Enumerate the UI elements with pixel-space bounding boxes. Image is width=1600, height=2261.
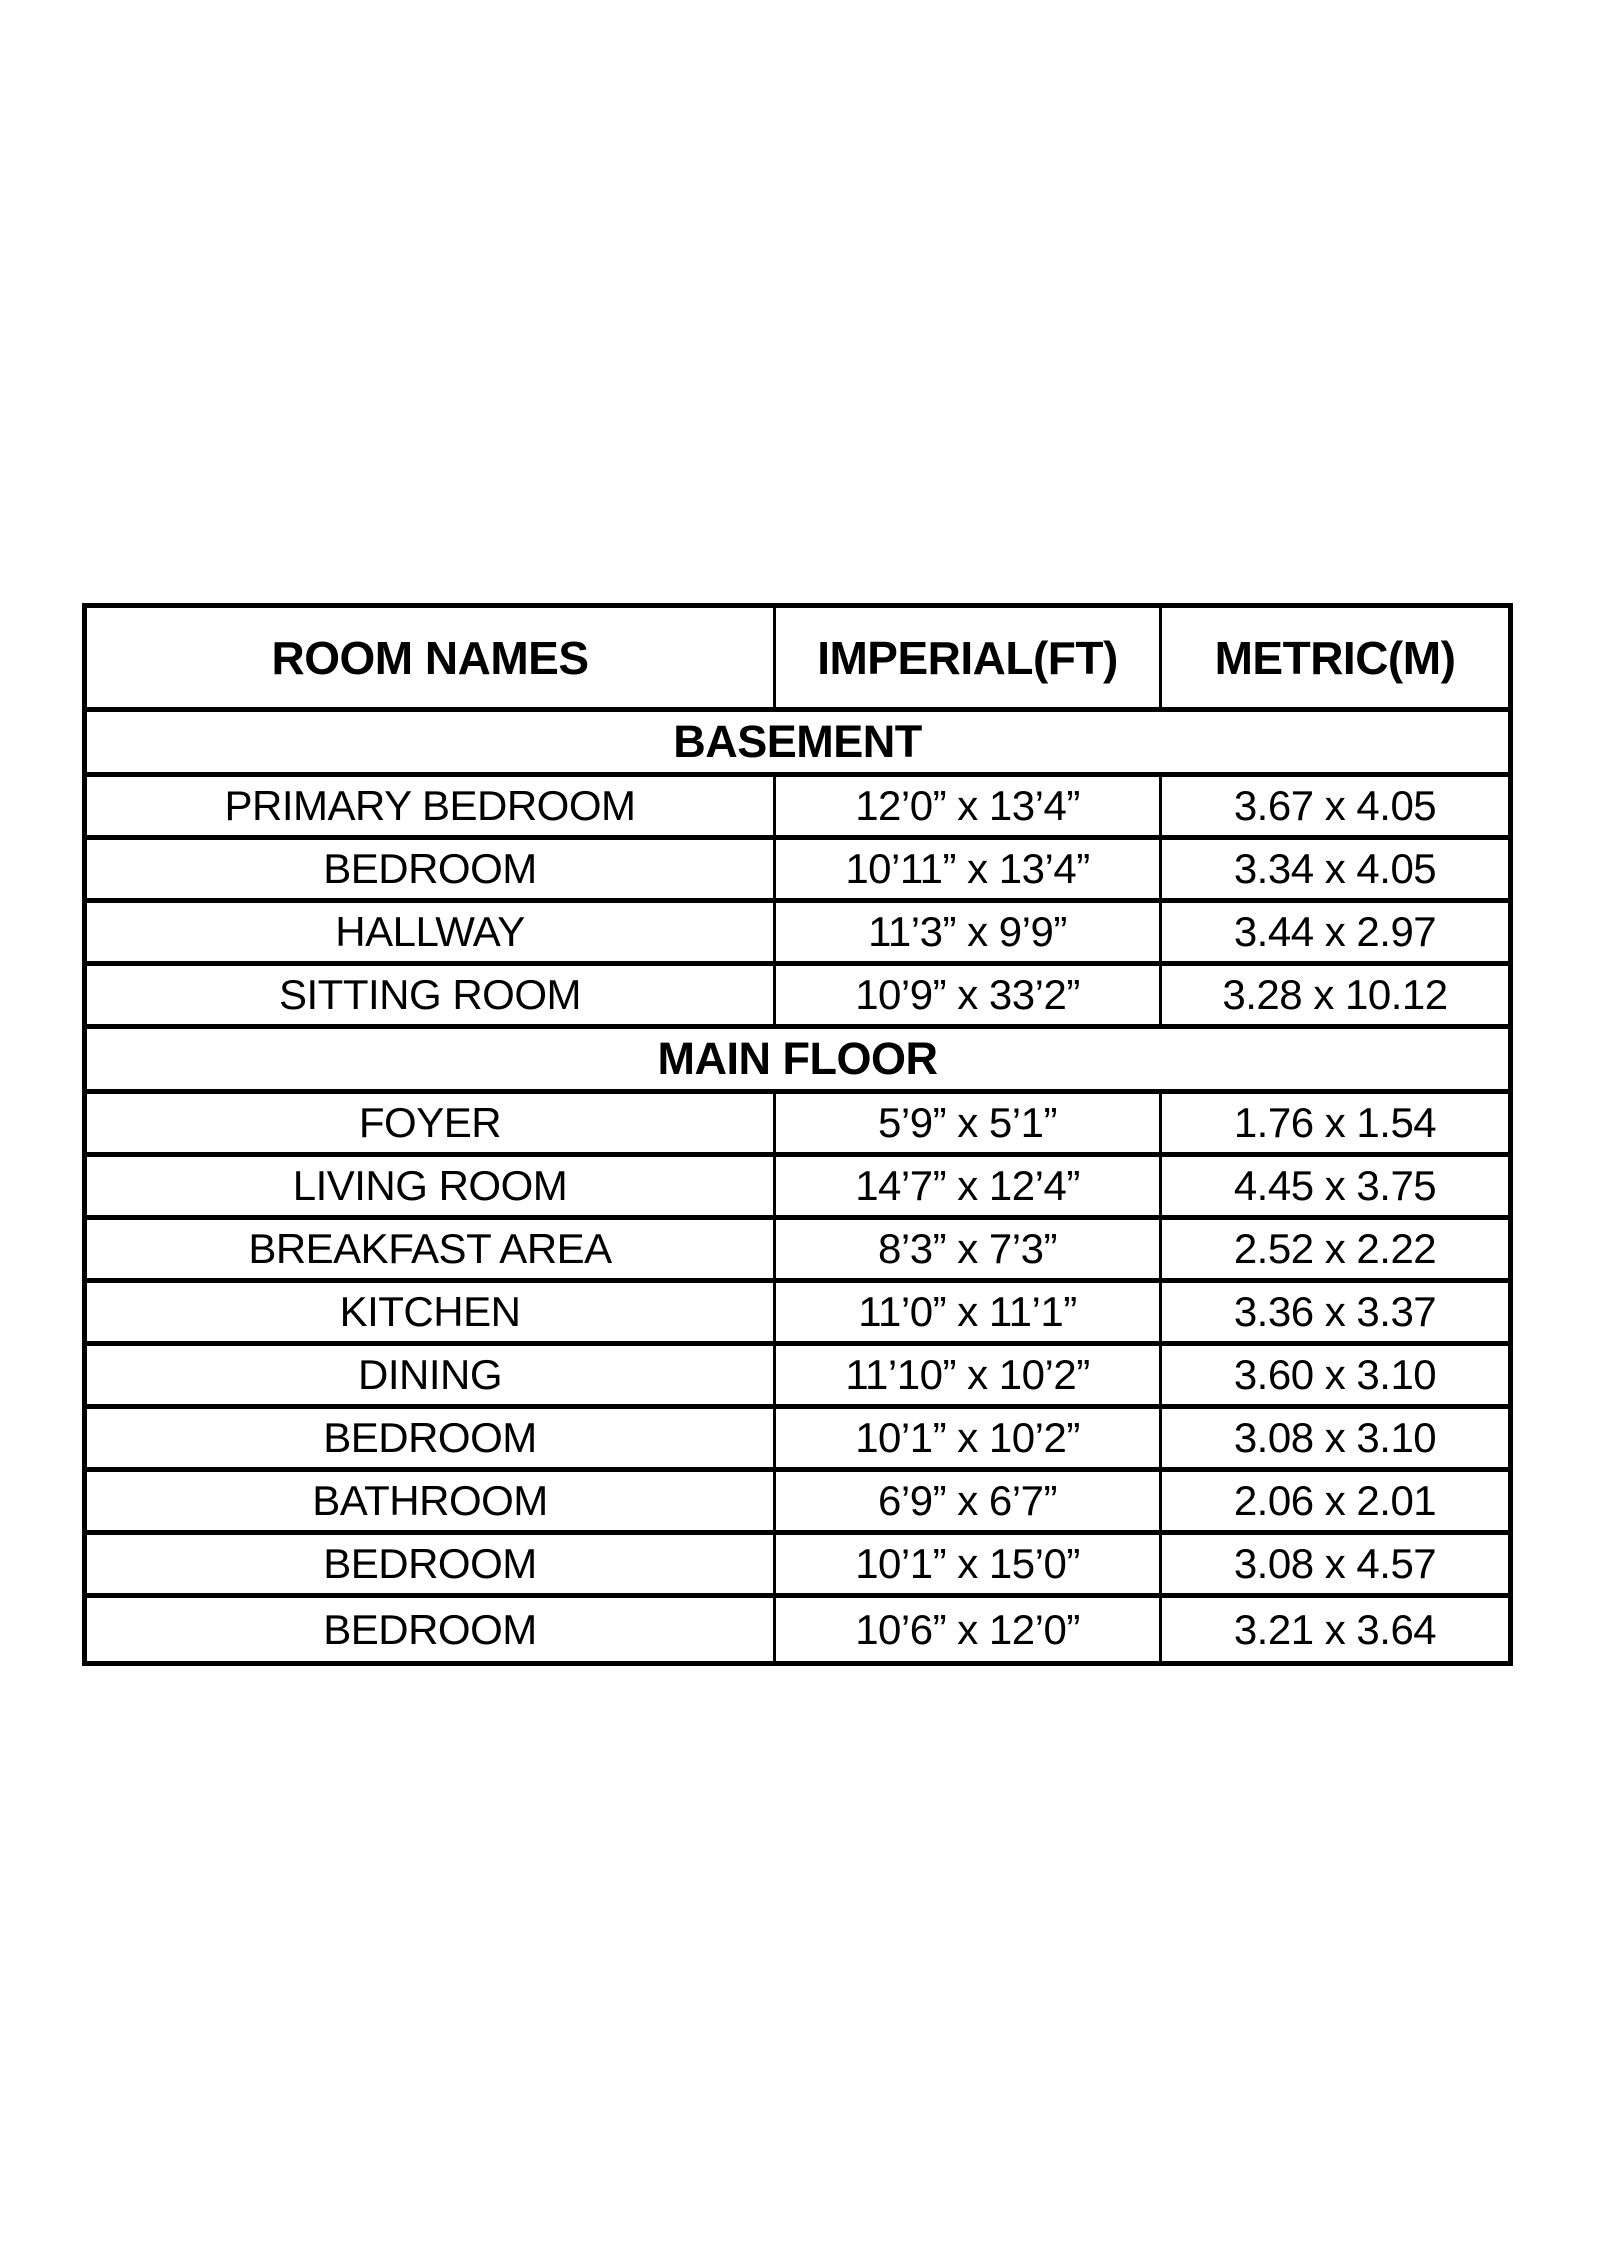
section-row — [87, 712, 1508, 777]
table-row — [87, 1409, 1508, 1472]
column-header-room-names: ROOM NAMES — [87, 608, 776, 707]
metric-cell: 3.28 x 10.12 — [1222, 971, 1448, 1018]
imperial-cell: 10’1” x 10’2” — [776, 1409, 1162, 1467]
imperial-cell: 11’3” x 9’9” — [776, 903, 1162, 961]
imperial-cell: 10’11” x 13’4” — [776, 840, 1162, 898]
table-row — [87, 1346, 1508, 1409]
metric-cell: 4.45 x 3.75 — [1233, 1162, 1437, 1209]
table-row — [87, 1157, 1508, 1220]
table-row — [87, 1472, 1508, 1535]
room-name-cell: FOYER — [87, 1094, 776, 1152]
room-name-cell: KITCHEN — [87, 1283, 776, 1341]
table-row — [87, 966, 1508, 1029]
metric-cell: 3.34 x 4.05 — [1233, 845, 1437, 892]
metric-cell: 1.76 x 1.54 — [1233, 1099, 1437, 1146]
metric-cell: 3.08 x 3.10 — [1233, 1414, 1437, 1461]
section-title: BASEMENT — [673, 716, 922, 767]
table-row — [87, 1598, 1508, 1661]
metric-cell: 3.36 x 3.37 — [1233, 1288, 1437, 1335]
imperial-cell: 5’9” x 5’1” — [776, 1094, 1162, 1152]
imperial-cell: 10’9” x 33’2” — [776, 966, 1162, 1024]
section-title: MAIN FLOOR — [657, 1033, 938, 1084]
room-dimensions-table — [82, 603, 1513, 1666]
section-row — [87, 1029, 1508, 1094]
room-name-cell: PRIMARY BEDROOM — [87, 777, 776, 835]
metric-cell: 2.52 x 2.22 — [1233, 1225, 1437, 1272]
table-row — [87, 1283, 1508, 1346]
table-row — [87, 1220, 1508, 1283]
metric-cell: 3.67 x 4.05 — [1233, 782, 1437, 829]
room-name-cell: BEDROOM — [87, 1598, 776, 1661]
room-name-cell: SITTING ROOM — [87, 966, 776, 1024]
room-name-cell: BEDROOM — [87, 1409, 776, 1467]
column-header-imperial: IMPERIAL(FT) — [776, 608, 1162, 707]
imperial-cell: 14’7” x 12’4” — [776, 1157, 1162, 1215]
imperial-cell: 11’10” x 10’2” — [776, 1346, 1162, 1404]
imperial-cell: 11’0” x 11’1” — [776, 1283, 1162, 1341]
table-row — [87, 777, 1508, 840]
imperial-cell: 12’0” x 13’4” — [776, 777, 1162, 835]
table-row — [87, 1535, 1508, 1598]
table-header-row — [87, 608, 1508, 712]
table-sections — [87, 712, 1508, 1661]
metric-cell: 3.08 x 4.57 — [1233, 1540, 1437, 1587]
imperial-cell: 10’6” x 12’0” — [776, 1598, 1162, 1661]
metric-cell: 2.06 x 2.01 — [1233, 1477, 1437, 1524]
imperial-cell: 6’9” x 6’7” — [776, 1472, 1162, 1530]
imperial-cell: 10’1” x 15’0” — [776, 1535, 1162, 1593]
room-name-cell: HALLWAY — [87, 903, 776, 961]
room-name-cell: BREAKFAST AREA — [87, 1220, 776, 1278]
column-header-metric: METRIC(M) — [1214, 631, 1456, 684]
room-name-cell: BATHROOM — [87, 1472, 776, 1530]
metric-cell: 3.44 x 2.97 — [1233, 908, 1437, 955]
imperial-cell: 8’3” x 7’3” — [776, 1220, 1162, 1278]
room-name-cell: BEDROOM — [87, 1535, 776, 1593]
room-name-cell: DINING — [87, 1346, 776, 1404]
metric-cell: 3.60 x 3.10 — [1233, 1351, 1437, 1398]
room-name-cell: BEDROOM — [87, 840, 776, 898]
table-row — [87, 840, 1508, 903]
table-row — [87, 1094, 1508, 1157]
room-name-cell: LIVING ROOM — [87, 1157, 776, 1215]
table-row — [87, 903, 1508, 966]
metric-cell: 3.21 x 3.64 — [1233, 1605, 1437, 1653]
